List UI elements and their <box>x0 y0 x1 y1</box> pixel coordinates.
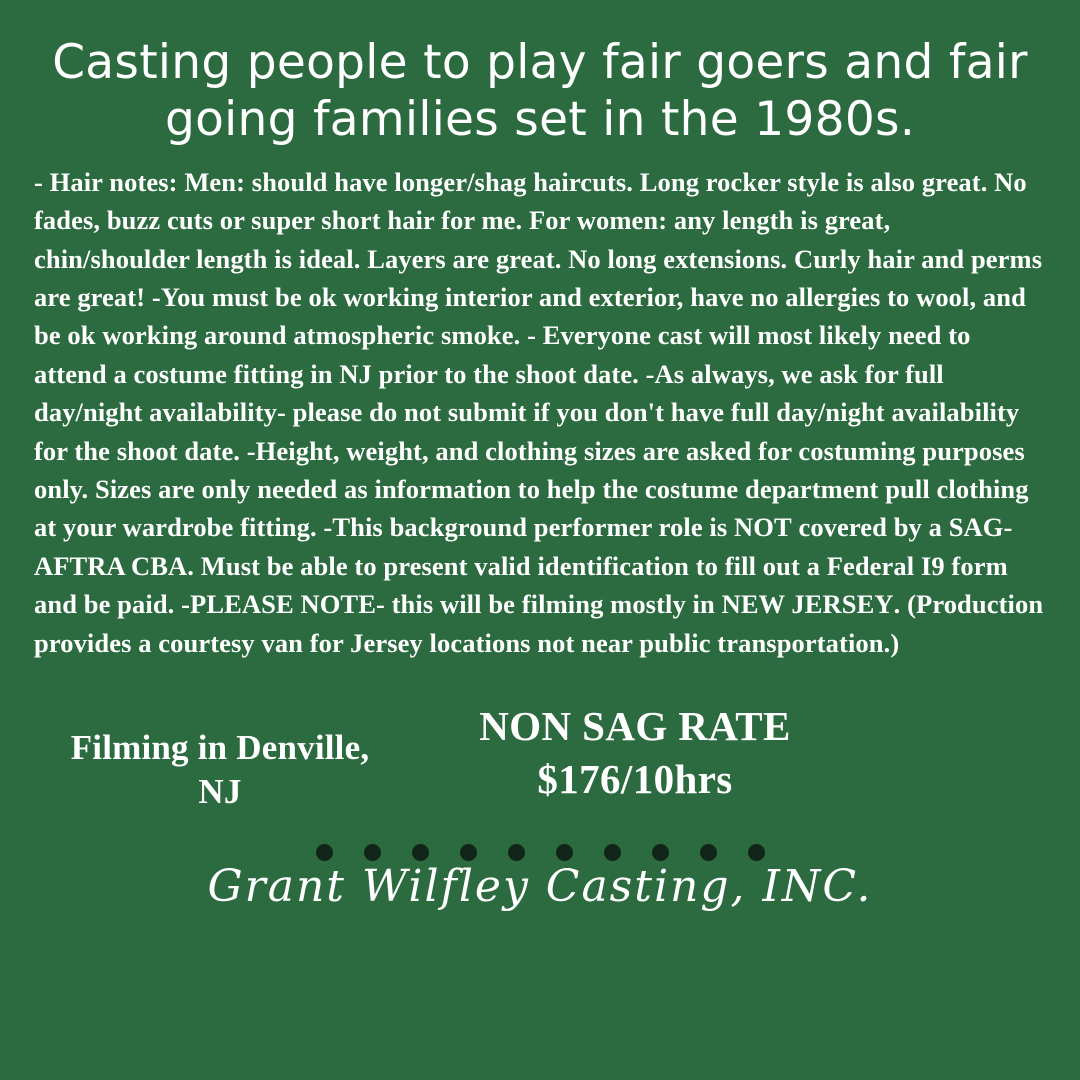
divider-dot <box>460 844 477 861</box>
rate-label: NON SAG RATE <box>479 703 791 750</box>
filming-location: Filming in Denville, NJ <box>70 728 370 811</box>
divider-dot <box>700 844 717 861</box>
rate-block <box>400 700 870 807</box>
dot-divider <box>30 844 1050 861</box>
body-copy: - Hair notes: Men: should have longer/shag haircuts. Long rocker style is also great. No fades, buzz cuts or super short hair for me. For women: any length is great, chin/shoulder length is ideal. Layers are great. No long extensions. Curly hair and perms are great! -You must be ok working interior and exterior, have no allergies to wool, and be ok working around atmospheric smoke. - Everyone cast will most likely need to attend a costume fitting in NJ prior to the shoot date. -As always, we ask for full day/night availability- please do not submit if you don't have full day/night availability for the shoot date. -Height, weight, and clothing sizes are asked for costuming purposes only. Sizes are only needed as information to help the costume department pull clothing at your wardrobe fitting. -This background performer role is NOT covered by a SAG-AFTRA CBA. Must be able to present valid identification to fill out a Federal I9 form and be paid. -PLEASE NOTE- this will be filming mostly in NEW JERSEY. (Production provides a courtesy van for Jersey locations not near public transportation.) <box>34 166 1044 658</box>
divider-dot <box>556 844 573 861</box>
bottom-block <box>30 696 1050 913</box>
divider-dot <box>748 844 765 861</box>
headline: Casting people to play fair goers and fair going families set in the 1980s. <box>52 35 1028 148</box>
divider-dot <box>316 844 333 861</box>
casting-company-signature: Grant Wilfley Casting, INC. <box>207 861 873 913</box>
divider-dot <box>652 844 669 861</box>
divider-dot <box>412 844 429 861</box>
divider-dot <box>604 844 621 861</box>
rate-amount: $176/10hrs <box>537 756 733 803</box>
divider-dot <box>508 844 525 861</box>
divider-dot <box>364 844 381 861</box>
